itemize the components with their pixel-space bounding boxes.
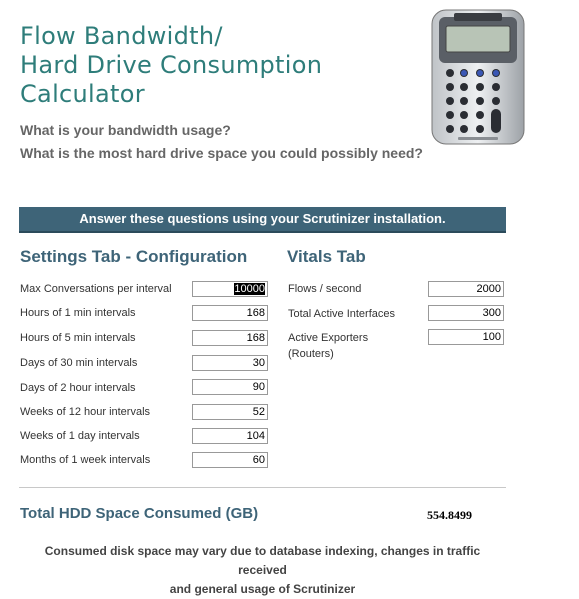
flows-second-input[interactable]: 2000: [428, 281, 504, 297]
title-line-3: Calculator: [20, 80, 145, 108]
label-days-30min: Days of 30 min intervals: [20, 357, 138, 369]
question-hdd: What is the most hard drive space you could possibly need?: [20, 145, 423, 161]
months-1week-input[interactable]: 60: [192, 452, 268, 468]
label-active-exporters-routers: (Routers): [288, 348, 334, 360]
days-30min-input[interactable]: 30: [192, 355, 268, 371]
hours-1min-input[interactable]: 168: [192, 305, 268, 321]
label-hours-1min: Hours of 1 min intervals: [20, 307, 136, 319]
max-conversations-input[interactable]: [192, 281, 268, 297]
label-weeks-1day: Weeks of 1 day intervals: [20, 430, 140, 442]
settings-heading: Settings Tab - Configuration: [20, 247, 248, 266]
calculator-icon: [428, 8, 528, 148]
label-active-exporters: Active Exporters: [288, 332, 369, 344]
page-title: [20, 22, 322, 109]
title-line-2: Hard Drive Consumption: [20, 51, 323, 79]
instructions-banner: Answer these questions using your Scrutinizer installation.: [19, 207, 506, 233]
hours-5min-input[interactable]: 168: [192, 330, 268, 346]
vitals-heading: Vitals Tab: [287, 247, 366, 266]
active-exporters-input[interactable]: 100: [428, 329, 504, 345]
label-days-2hour: Days of 2 hour intervals: [20, 382, 136, 394]
label-hours-5min: Hours of 5 min intervals: [20, 332, 136, 344]
title-line-1: Flow Bandwidth/: [20, 22, 223, 50]
disclaimer-line-1: Consumed disk space may vary due to database indexing, changes in traffic received: [44, 544, 481, 577]
disclaimer-line-2: and general usage of Scrutinizer: [169, 582, 356, 596]
active-interfaces-input[interactable]: 300: [428, 305, 504, 321]
label-max-conversations: Max Conversations per interval: [20, 283, 172, 295]
label-months-1week: Months of 1 week intervals: [20, 454, 151, 466]
total-hdd-label: Total HDD Space Consumed (GB): [20, 505, 259, 522]
max-conversations-value: 10000: [234, 283, 265, 295]
label-weeks-12hour: Weeks of 12 hour intervals: [20, 406, 151, 418]
divider: [19, 487, 506, 488]
disclaimer-note: [19, 542, 506, 599]
total-hdd-value: 554.8499: [427, 508, 472, 522]
days-2hour-input[interactable]: 90: [192, 379, 268, 395]
label-active-interfaces: Total Active Interfaces: [288, 308, 395, 320]
question-bandwidth: What is your bandwidth usage?: [20, 122, 231, 138]
weeks-12hour-input[interactable]: 52: [192, 404, 268, 420]
label-flows-second: Flows / second: [288, 283, 362, 295]
weeks-1day-input[interactable]: 104: [192, 428, 268, 444]
